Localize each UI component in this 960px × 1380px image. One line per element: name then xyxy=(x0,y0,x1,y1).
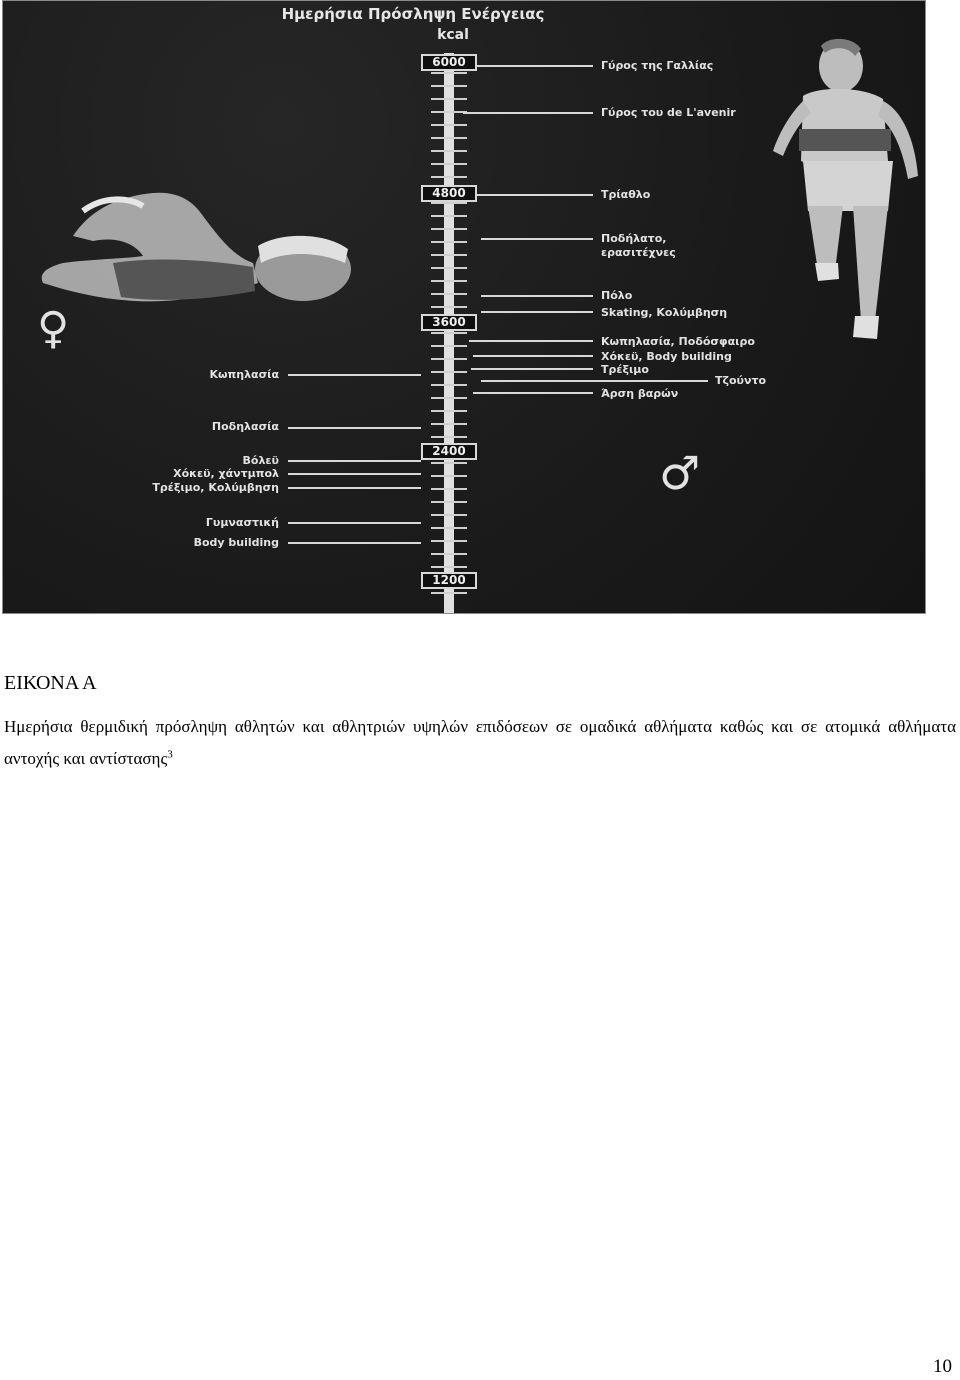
male-activity-label: Άρση βαρών xyxy=(601,387,679,400)
scale-ticks xyxy=(431,73,467,593)
scale-label-3600: 3600 xyxy=(421,314,477,331)
male-activity-label: ερασιτέχνες xyxy=(601,246,676,259)
female-symbol-icon: ♀ xyxy=(37,303,70,354)
figure-caption-heading: ΕΙΚΟΝΑ Α xyxy=(4,672,97,694)
scale-label-2400: 2400 xyxy=(421,443,477,460)
scale-label-6000: 6000 xyxy=(421,54,477,71)
female-activity-label: Γυμναστική xyxy=(205,516,279,529)
figure-unit: kcal xyxy=(437,27,469,43)
reference-superscript: 3 xyxy=(167,748,173,761)
figure-caption-text xyxy=(4,711,956,775)
scale-label-1200: 1200 xyxy=(421,572,477,589)
male-runner-illustration xyxy=(773,39,918,339)
male-activity-label: Skating, Κολύμβηση xyxy=(601,306,728,319)
caption-text: Ημερήσια θερμιδική πρόσληψη αθλητών και αθλητριών υψηλών επιδόσεων σε ομαδικά αθλήματα καθώς και σε ατομικά αθλήματα αντοχής και αντίστασης xyxy=(4,717,956,768)
female-activity-label: Βόλεϋ xyxy=(242,454,279,467)
scale-label-4800: 4800 xyxy=(421,185,477,202)
female-activity-label: Χόκεϋ, χάντμπολ xyxy=(173,467,279,480)
male-activity-label: Πόλο xyxy=(601,289,633,302)
figure-title: Ημερήσια Πρόσληψη Ενέργειας xyxy=(281,5,545,23)
male-activity-label: Τρίαθλο xyxy=(601,188,651,201)
female-activity-label: Body building xyxy=(193,536,279,549)
male-activity-label: Τζούντο xyxy=(715,374,767,387)
male-activity-label: Χόκεϋ, Body building xyxy=(601,350,732,363)
female-activity-label: Ποδηλασία xyxy=(211,420,279,433)
energy-intake-figure xyxy=(2,0,926,614)
female-activity-label: Κωπηλασία xyxy=(209,368,279,381)
male-activity-label: Τρέξιμο xyxy=(601,363,649,376)
female-swimmer-illustration xyxy=(42,193,351,302)
male-activity-label: Γύρος της Γαλλίας xyxy=(601,59,714,72)
male-symbol-icon: ♂ xyxy=(659,446,701,500)
female-leader-lines xyxy=(288,375,421,543)
male-activity-label: Ποδήλατο, xyxy=(601,232,667,245)
page-number: 10 xyxy=(933,1356,952,1377)
male-activity-label: Κωπηλασία, Ποδόσφαιρο xyxy=(601,335,755,348)
female-activity-label: Τρέξιμο, Κολύμβηση xyxy=(152,481,279,494)
male-activity-label: Γύρος του de L'avenir xyxy=(601,106,736,119)
